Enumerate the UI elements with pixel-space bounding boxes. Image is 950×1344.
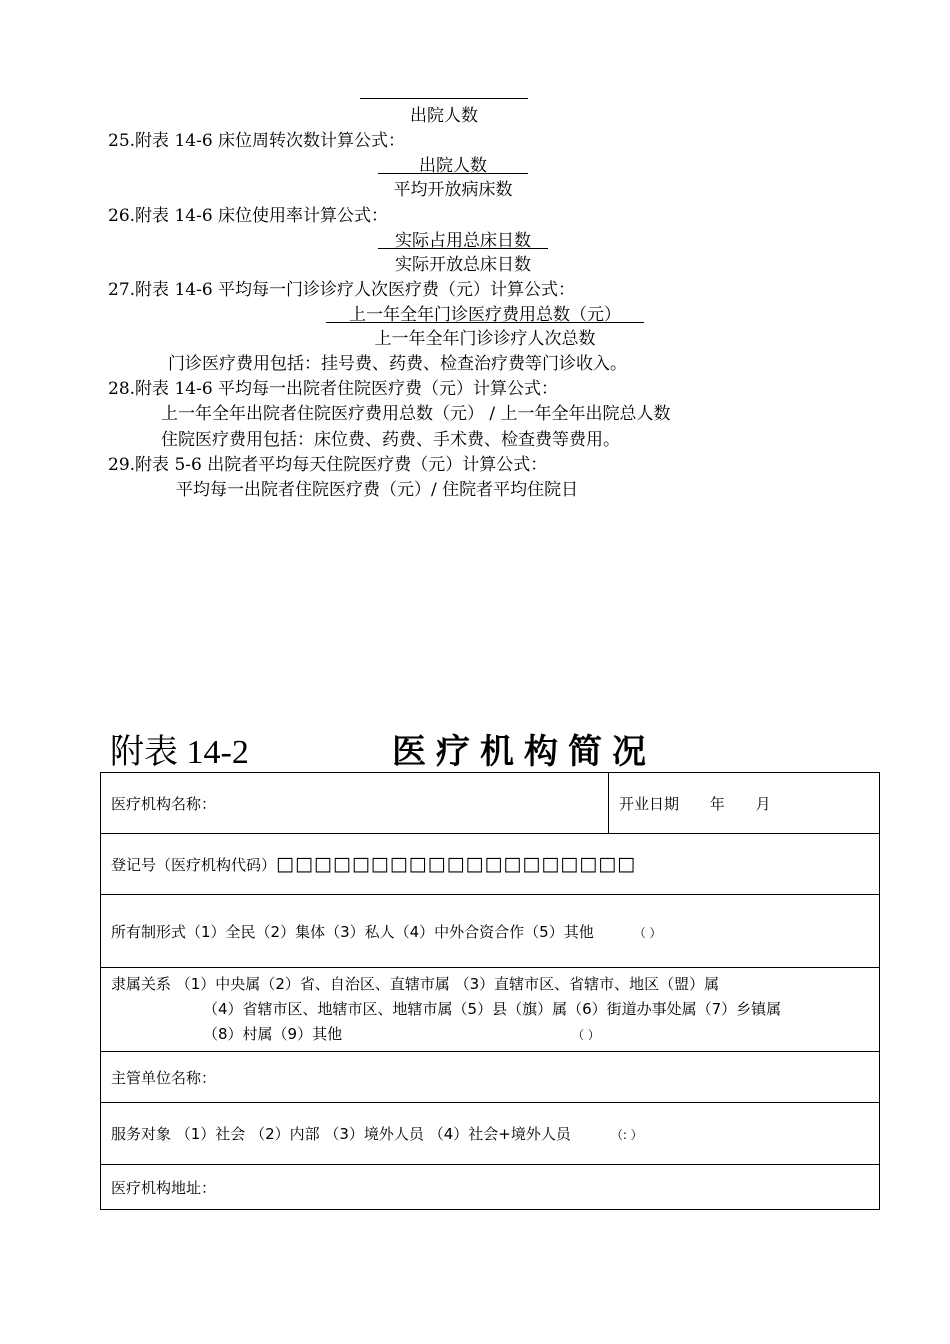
affiliation-line-1: 隶属关系 （1）中央属（2）省、自治区、直辖市属 （3）直辖市区、省辖市、地区（盟）属 [111, 974, 720, 993]
affiliation-line-3: （8）村属（9）其他 [203, 1024, 343, 1043]
affiliation-cell[interactable] [101, 968, 880, 1052]
affiliation-answer[interactable]: （ ） [572, 1027, 600, 1042]
open-date-cell[interactable] [609, 773, 880, 834]
formula-26-title: 26.附表 14-6 床位使用率计算公式： [108, 206, 389, 226]
address-label: 医疗机构地址： [111, 1178, 217, 1197]
institution-form-table [100, 772, 880, 1210]
formula-26-denominator: 实际开放总床日数 [378, 248, 548, 275]
formula-25-title: 25.附表 14-6 床位周转次数计算公式： [108, 131, 406, 151]
service-label: 服务对象 （1）社会 （2）内部 （3）境外人员 （4）社会+境外人员 [111, 1125, 571, 1143]
formula-27-numerator: 上一年全年门诊医疗费用总数（元） [349, 305, 621, 325]
registration-label: 登记号（医疗机构代码） [111, 856, 277, 874]
formula-27-title: 27.附表 14-6 平均每一门诊诊疗人次医疗费（元）计算公式： [108, 280, 576, 300]
institution-name-cell[interactable] [101, 773, 609, 834]
formula-28-title: 28.附表 14-6 平均每一出院者住院医疗费（元）计算公式： [108, 379, 559, 399]
form-title: 医疗机构简况 [392, 732, 656, 772]
service-answer[interactable]: （: ） [610, 1128, 643, 1142]
open-date-month: 月 [755, 794, 771, 813]
table-number: 附表 14-2 [110, 734, 249, 771]
formula-27-note: 门诊医疗费用包括：挂号费、药费、检查治疗费等门诊收入。 [168, 354, 627, 374]
formula-26-numerator: 实际占用总床日数 [395, 231, 531, 251]
formula-28-note: 住院医疗费用包括：床位费、药费、手术费、检查费等费用。 [161, 430, 620, 450]
open-date-year: 年 [709, 794, 725, 813]
formula-29-title: 29.附表 5-6 出院者平均每天住院医疗费（元）计算公式： [108, 455, 548, 475]
registration-cell[interactable] [101, 834, 880, 895]
formula-25-denominator: 平均开放病床数 [378, 173, 528, 200]
formula-25-numerator: 出院人数 [419, 156, 487, 176]
formula-28-expression: 上一年全年出院者住院医疗费用总数（元） / 上一年全年出院总人数 [161, 404, 671, 424]
supervisor-cell[interactable] [101, 1052, 880, 1103]
affiliation-line-3-wrap [111, 1022, 869, 1048]
formula-29-expression: 平均每一出院者住院医疗费（元）/ 住院者平均住院日 [176, 480, 579, 500]
address-cell[interactable] [101, 1165, 880, 1210]
open-date-label: 开业日期 [619, 794, 680, 813]
fraction-line-24 [360, 98, 528, 99]
formula-24-denominator: 出院人数 [410, 106, 478, 126]
registration-code-boxes[interactable]: □□□□□□□□□□□□□□□□□□□ [276, 853, 637, 875]
formula-27-denominator: 上一年全年门诊诊疗人次总数 [326, 322, 644, 349]
ownership-answer[interactable]: （ ） [633, 925, 662, 940]
supervisor-label: 主管单位名称： [111, 1068, 217, 1087]
service-cell[interactable] [101, 1103, 880, 1165]
ownership-label: 所有制形式（1）全民（2）集体（3）私人（4）中外合资合作（5）其他 [111, 922, 594, 941]
institution-name-label: 医疗机构名称： [111, 794, 217, 813]
ownership-cell[interactable] [101, 895, 880, 968]
affiliation-line-2: （4）省辖市区、地辖市区、地辖市属（5）县（旗）属（6）街道办事处属（7）乡镇属 [203, 999, 782, 1018]
